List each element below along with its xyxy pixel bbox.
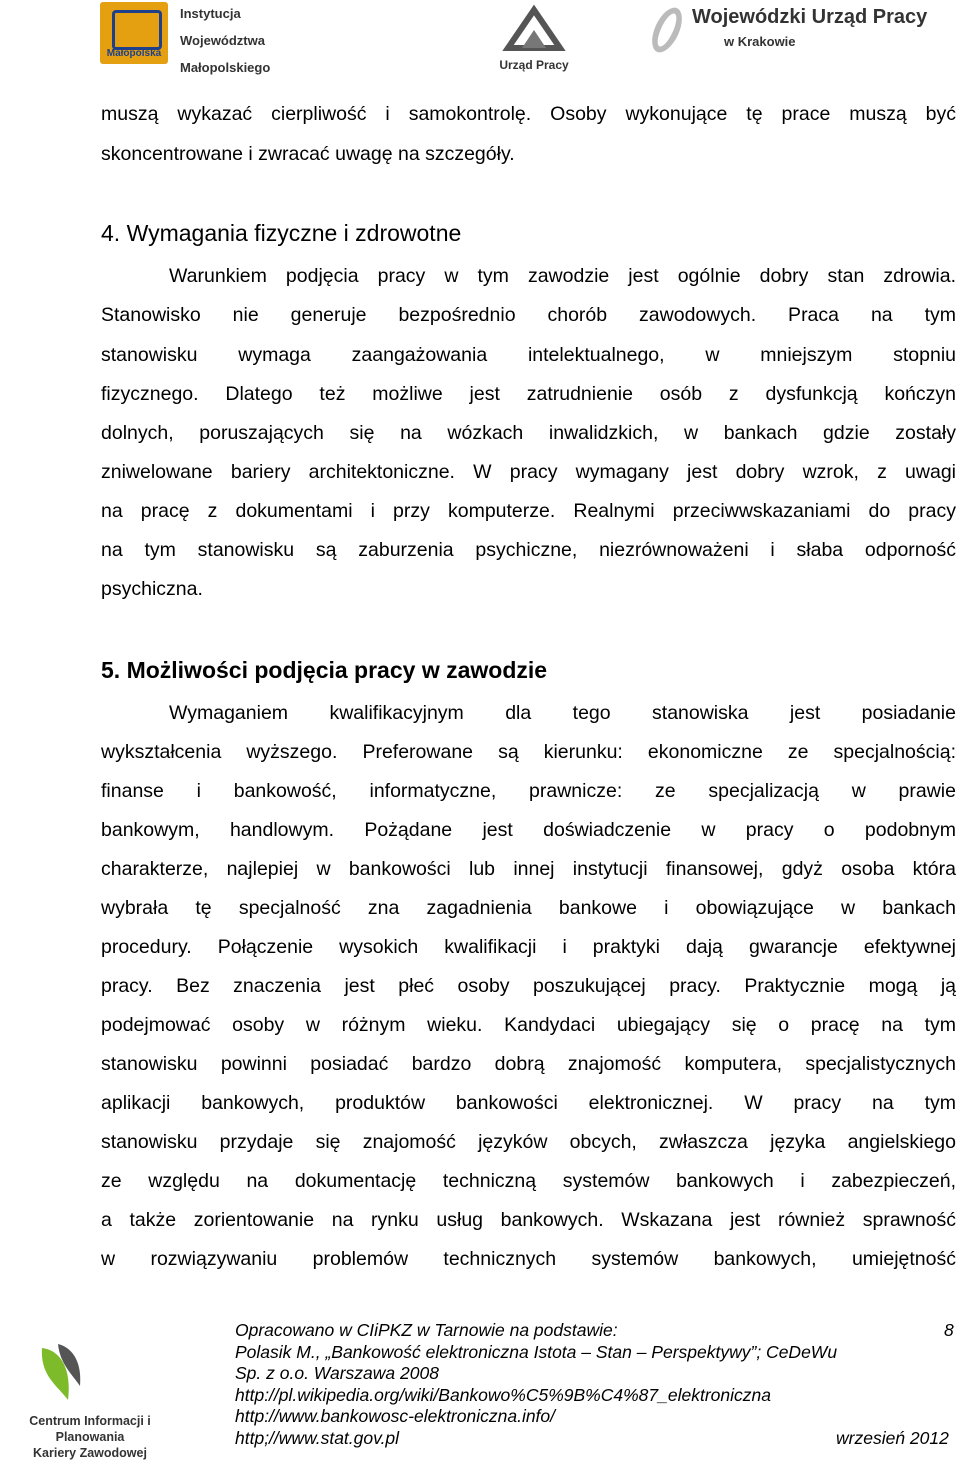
wup-emblem-icon xyxy=(644,2,690,58)
urzad-pracy-text: Urząd Pracy xyxy=(499,58,569,72)
page-header xyxy=(0,0,960,80)
source-note xyxy=(235,1320,837,1450)
paragraph-line: zniwelowane bariery architektoniczne. W pracy wymagany jest dobry wzrok, z uwagi xyxy=(101,461,956,483)
paragraph-line: ze względu na dokumentację techniczną systemów bankowych i zabezpieczeń, xyxy=(101,1170,956,1192)
section-heading-5: 5. Możliwości podjęcia pracy w zawodzie xyxy=(101,657,548,683)
wup-logo xyxy=(640,2,960,62)
paragraph-line: wykształcenia wyższego. Preferowane są kierunku: ekonomiczne ze specjalnością: xyxy=(101,741,956,763)
malopolska-line: Małopolskiego xyxy=(180,60,271,75)
paragraph-line: a także zorientowanie na rynku usług bankowych. Wskazana jest również sprawność xyxy=(101,1209,956,1231)
source-line: Sp. z o.o. Warszawa 2008 xyxy=(235,1363,439,1384)
urzad-pracy-logo xyxy=(498,4,570,72)
paragraph-line: na pracę z dokumentami i przy komputerze. Realnymi przeciwwskazaniami do pracy xyxy=(101,500,956,522)
malopolska-line: Instytucja xyxy=(180,6,241,21)
paragraph-line: aplikacji bankowych, produktów bankowości elektronicznej. W pracy na tym xyxy=(101,1092,956,1114)
wup-title: Wojewódzki Urząd Pracy xyxy=(692,6,928,28)
page-number: 8 xyxy=(944,1320,954,1340)
ciipkz-name xyxy=(0,1413,180,1461)
section-heading-4: 4. Wymagania fizyczne i zdrowotne xyxy=(101,220,462,246)
paragraph-line: pracy. Bez znaczenia jest płeć osoby poszukującej pracy. Praktycznie mogą ją xyxy=(101,975,956,997)
paragraph-line: Stanowisko nie generuje bezpośrednio chorób zawodowych. Praca na tym xyxy=(101,304,956,326)
source-line: Opracowano w CIiPKZ w Tarnowie na podstawie: xyxy=(235,1320,618,1340)
paragraph-line: charakterze, najlepiej w bankowości lub innej instytucji finansowej, gdyż osoba która xyxy=(101,858,956,880)
urzad-pracy-emblem-icon xyxy=(498,4,570,56)
paragraph-line: stanowisku wymaga zaangażowania intelektualnego, w mniejszym stopniu xyxy=(101,344,956,366)
source-link: http://www.bankowosc-elektroniczna.info/ xyxy=(235,1406,556,1427)
source-line: Polasik M., „Bankowość elektroniczna Istota – Stan – Perspektywy”; CeDeWu xyxy=(235,1341,838,1362)
paragraph-line: stanowisku przydaje się znajomość języków obcych, zwłaszcza języka angielskiego xyxy=(101,1131,956,1153)
source-link: http://pl.wikipedia.org/wiki/Bankowo%C5%9B%C4%87_elektroniczna xyxy=(235,1384,771,1405)
paragraph-line: Wymaganiem kwalifikacyjnym dla tego stanowiska jest posiadanie xyxy=(169,702,956,724)
paragraph-line: stanowisku powinni posiadać bardzo dobrą znajomość komputera, specjalistycznych xyxy=(101,1053,956,1075)
paragraph-line: dolnych, poruszających się na wózkach inwalidzkich, w bankach gdzie zostały xyxy=(101,422,956,444)
paragraph-line: muszą wykazać cierpliwość i samokontrolę. Osoby wykonujące tę prace muszą być xyxy=(101,103,956,125)
malopolska-line: Województwa xyxy=(180,33,265,48)
paragraph-line: podejmować osoby w różnym wieku. Kandydaci ubiegający się o pracę na tym xyxy=(101,1014,956,1036)
malopolska-logo xyxy=(100,2,168,64)
paragraph-line: skoncentrowane i zwracać uwagę na szczegóły. xyxy=(101,143,515,165)
publication-date: wrzesień 2012 xyxy=(836,1428,949,1448)
wup-subtitle: w Krakowie xyxy=(724,34,796,49)
paragraph-line: w rozwiązywaniu problemów technicznych systemów bankowych, umiejętność xyxy=(101,1248,956,1270)
source-link: http;//www.stat.gov.pl xyxy=(235,1427,400,1448)
paragraph-line: bankowym, handlowym. Pożądane jest doświadczenie w pracy o podobnym xyxy=(101,819,956,841)
malopolska-badge-text: Małopolska xyxy=(106,48,162,59)
paragraph-line: fizycznego. Dlatego też możliwe jest zatrudnienie osób z dysfunkcją kończyn xyxy=(101,383,956,405)
paragraph-line: finanse i bankowość, informatyczne, prawnicze: ze specjalizacją w prawie xyxy=(101,780,956,802)
malopolska-institution-name xyxy=(180,0,270,81)
malopolska-emblem-icon xyxy=(112,10,162,50)
paragraph-line: wybrała tę specjalność zna zagadnienia bankowe i obowiązujące w bankach xyxy=(101,897,956,919)
paragraph-line: na tym stanowisku są zaburzenia psychiczne, niezrównoważeni i słaba odporność xyxy=(101,539,956,561)
paragraph-line: Warunkiem podjęcia pracy w tym zawodzie jest ogólnie dobry stan zdrowia. xyxy=(169,265,956,287)
paragraph-line: procedury. Połączenie wysokich kwalifikacji i praktyki dają gwarancje efektywnej xyxy=(101,936,956,958)
ciipkz-name-line: Kariery Zawodowej xyxy=(33,1446,147,1460)
paragraph-line: psychiczna. xyxy=(101,578,203,600)
ciipkz-name-line: Centrum Informacji i Planowania xyxy=(29,1414,151,1444)
ciipkz-emblem-icon xyxy=(28,1340,88,1410)
